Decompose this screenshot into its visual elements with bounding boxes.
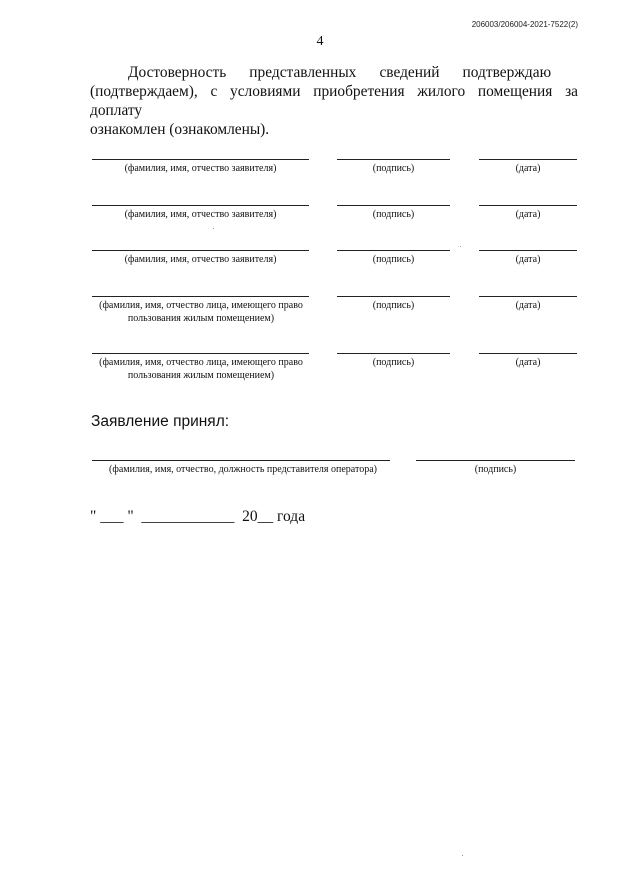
date-line[interactable] xyxy=(479,205,577,206)
declaration-line: Достоверность представленных сведений подтверждаю xyxy=(128,64,552,81)
date-line[interactable] xyxy=(479,353,577,354)
name-line[interactable] xyxy=(92,205,309,206)
signature-line[interactable] xyxy=(337,353,450,354)
date-caption: (дата) xyxy=(515,163,541,174)
date-caption: (дата) xyxy=(515,254,541,265)
name-caption: (фамилия, имя, отчество заявителя) xyxy=(124,163,277,174)
operator-signature-caption: (подпись) xyxy=(474,464,517,475)
signature-row xyxy=(0,296,640,356)
name-line[interactable] xyxy=(92,250,309,251)
signature-caption: (подпись) xyxy=(372,209,415,220)
name-caption: (фамилия, имя, отчество заявителя) xyxy=(124,209,277,220)
date-line[interactable] xyxy=(479,159,577,160)
date-caption: (дата) xyxy=(515,209,541,220)
signature-line[interactable] xyxy=(337,296,450,297)
name-line[interactable] xyxy=(92,296,309,297)
acceptance-title: Заявление принял: xyxy=(91,413,230,430)
signature-line[interactable] xyxy=(337,205,450,206)
signature-caption: (подпись) xyxy=(372,254,415,265)
name-line[interactable] xyxy=(92,353,309,354)
signature-line[interactable] xyxy=(337,250,450,251)
operator-signature-line[interactable] xyxy=(416,460,575,461)
name-caption: (фамилия, имя, отчество лица, имеющего право пользования жилым помещением) xyxy=(99,300,303,324)
name-caption: (фамилия, имя, отчество заявителя) xyxy=(124,254,277,265)
operator-name-line[interactable] xyxy=(92,460,390,461)
signature-caption: (подпись) xyxy=(372,163,415,174)
date-field[interactable]: " ___ " ____________ 20__ года xyxy=(90,508,306,525)
declaration-line: ознакомлен (ознакомлены). xyxy=(90,121,270,138)
signature-line[interactable] xyxy=(337,159,450,160)
page-number: 4 xyxy=(316,34,324,49)
declaration-paragraph xyxy=(90,63,578,139)
name-line[interactable] xyxy=(92,159,309,160)
name-caption: (фамилия, имя, отчество лица, имеющего право пользования жилым помещением) xyxy=(99,357,303,381)
scan-speck xyxy=(462,855,463,856)
scan-speck xyxy=(460,246,461,247)
date-caption: (дата) xyxy=(515,357,541,368)
operator-name-caption: (фамилия, имя, отчество, должность представителя оператора) xyxy=(109,464,377,475)
date-line[interactable] xyxy=(479,296,577,297)
date-caption: (дата) xyxy=(515,300,541,311)
document-id: 206003/206004-2021-7522(2) xyxy=(471,20,578,29)
signature-row xyxy=(0,353,640,413)
signature-caption: (подпись) xyxy=(372,300,415,311)
declaration-line: (подтверждаем), с условиями приобретения жилого помещения за доплату xyxy=(90,83,578,119)
signature-caption: (подпись) xyxy=(372,357,415,368)
scan-speck xyxy=(213,228,214,229)
date-line[interactable] xyxy=(479,250,577,251)
